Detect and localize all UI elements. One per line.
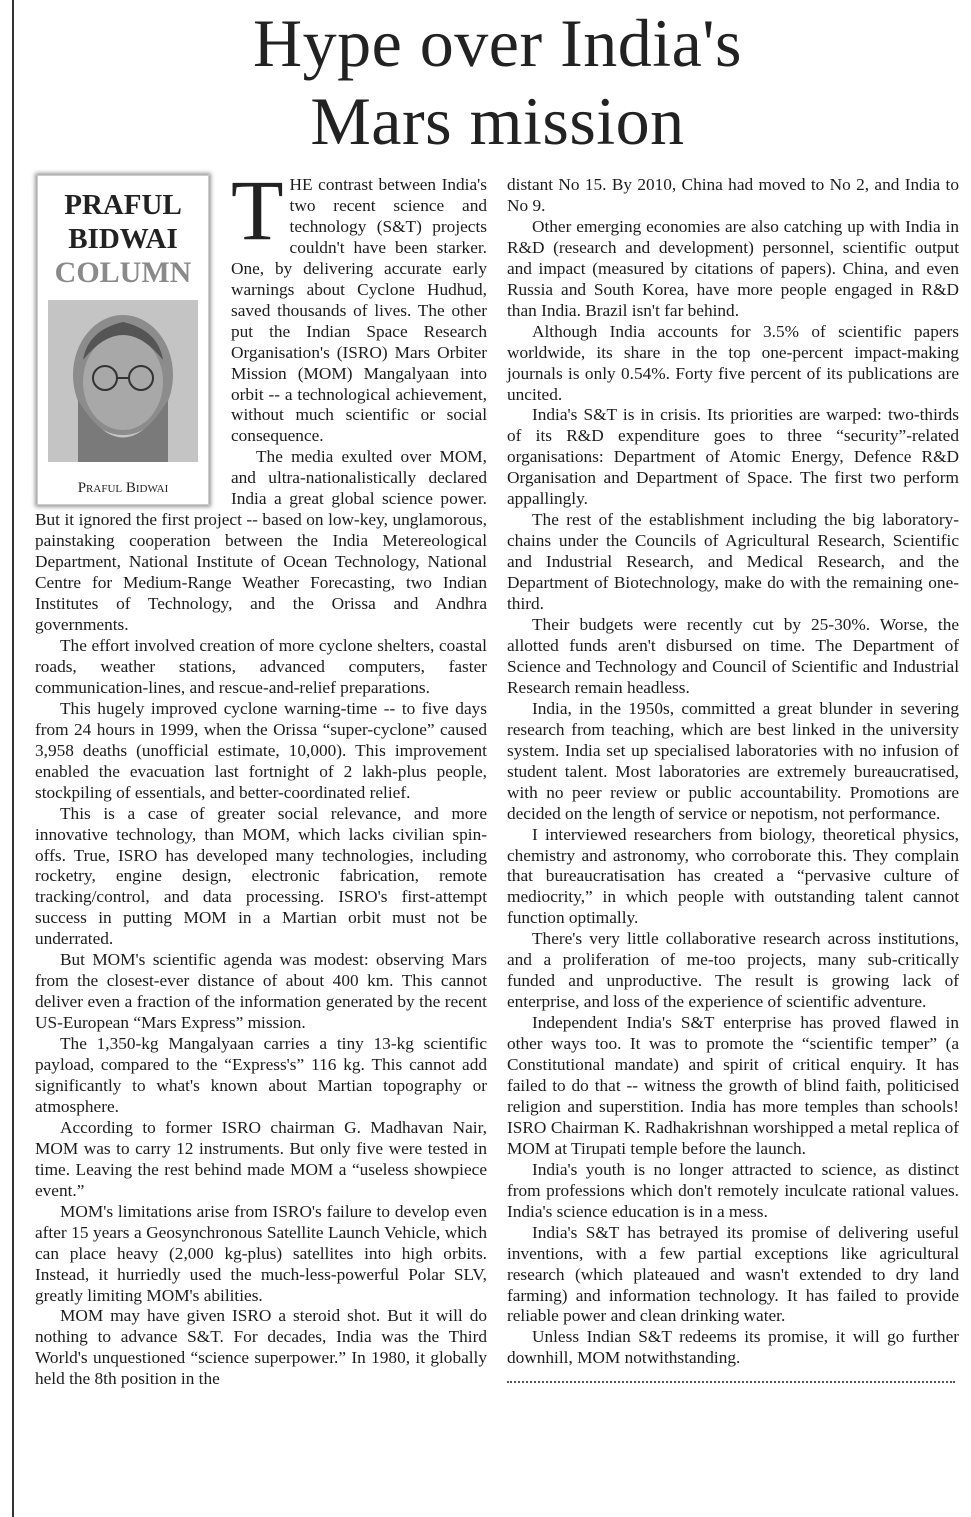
paragraph: The rest of the establishment including the big laboratory-chains under the Councils of Agricultural Research, Scientific and Industrial Research, and Medical Research, and the Department of Biotechnology, make do with the remaining one-third.	[507, 510, 959, 614]
paragraph: The media exulted over MOM, and ultra-nationalistically declared India a great global science power. But it ignored the first project -- based on low-key, unglamorous, painstaking cooperation between the India Metereological Department, National Institute of Ocean Technology, National Centre for Medium-Range Weather Forecasting, two Indian Institutes of Technology, and the Orissa and Andhra governments.	[35, 447, 487, 635]
article-column-left	[35, 162, 487, 1390]
article-column-right	[507, 175, 959, 1383]
paragraph: India, in the 1950s, committed a great blunder in severing research from teaching, which are best linked in the university system. India set up specialised laboratories with no infusion of student talent. Most laboratories are extremely bureaucratised, with no peer review or public accountability. Promotions are decided on the length of service or nepotism, not performance.	[507, 698, 959, 823]
paragraph: This hugely improved cyclone warning-time -- to five days from 24 hours in 1999, when the Orissa “super-cyclone” caused 3,958 deaths (unofficial estimate, 10,000). This improvement enabled the evacuation last fortnight of 2 lakh-plus people, stockpiling of essentials, and better-coordinated relief.	[35, 698, 487, 802]
paragraph: Other emerging economies are also catching up with India in R&D (research and development) personnel, scientific output and impact (measured by citations of papers). China, and even Russia and South Korea, have more people engaged in R&D than India. Brazil isn't far behind.	[507, 216, 959, 320]
paragraph: India's S&T has betrayed its promise of delivering useful inventions, with a few partial exceptions like agricultural research (which plateaued and wasn't extended to dry land farming) and information technology. It has failed to provide reliable power and clean drinking water.	[507, 1222, 959, 1326]
columnist-box	[37, 175, 209, 505]
paragraph: The effort involved creation of more cyclone shelters, coastal roads, weather stations, advanced computers, faster communication-lines, and rescue-and-relief preparations.	[35, 635, 487, 697]
paragraph: distant No 15. By 2010, China had moved to No 2, and India to No 9.	[507, 175, 959, 215]
paragraph: MOM may have given ISRO a steroid shot. But it will do nothing to advance S&T. For decades, India was the Third World's unquestioned “science superpower.” In 1980, it globally held the 8th position in the	[35, 1306, 487, 1389]
paragraph: Independent India's S&T enterprise has proved flawed in other ways too. It was to promote the “scientific temper” (a Constitutional mandate) and spirit of critical enquiry. It has failed to do that -- witness the growth of blind faith, politicised religion and superstition. India has more temples than schools! ISRO Chairman K. Radhakrishnan worshipped a metal replica of MOM at Tirupati temple before the launch.	[507, 1013, 959, 1158]
photo-caption: Praful Bidwai	[77, 480, 169, 496]
page-border-rule	[12, 0, 14, 1517]
paragraph: But MOM's scientific agenda was modest: observing Mars from the closest-ever distance of about 400 km. This cannot deliver even a fraction of the information generated by the recent US-European “Mars Express” mission.	[35, 950, 487, 1033]
paragraph: According to former ISRO chairman G. Madhavan Nair, MOM was to carry 12 instruments. But only five were tested in time. Leaving the rest behind made MOM a “useless showpiece event.”	[35, 1117, 487, 1200]
paragraph: The 1,350-kg Mangalyaan carries a tiny 13-kg scientific payload, compared to the “Express's” 116 kg. This cannot add significantly to what's known about Martian topography or atmosphere.	[35, 1034, 487, 1116]
paragraph: I interviewed researchers from biology, theoretical physics, chemistry and astronomy, who corroborate this. They complain that bureaucratisation has created a “pervasive culture of mediocrity,” in which people with outstanding talent cannot function optimally.	[507, 824, 959, 928]
paragraph: Unless Indian S&T redeems its promise, it will go further downhill, MOM notwithstanding.	[507, 1327, 959, 1368]
columnist-name-line-1: PRAFUL	[64, 189, 182, 221]
columnist-photo	[48, 300, 198, 462]
paragraph: India's S&T is in crisis. Its priorities are warped: two-thirds of its R&D expenditure goes to three “security”-related organisations: Department of Atomic Energy, Defence R&D Organisation and Department of Space. The first two perform appallingly.	[507, 405, 959, 509]
column-label: COLUMN	[54, 256, 192, 289]
paragraph: There's very little collaborative research across institutions, and a proliferation of me-too projects, many sub-critically funded and unproductive. The result is growing lack of enterprise, and loss of the experience of scientific adventure.	[507, 929, 959, 1012]
drop-cap: T	[231, 162, 284, 258]
end-divider	[507, 1381, 955, 1383]
paragraph: Their budgets were recently cut by 25-30%. Worse, the allotted funds aren't disbursed on time. The Department of Science and Technology and Council of Scientific and Industrial Research remain headless.	[507, 615, 959, 697]
paragraph: Although India accounts for 3.5% of scientific papers worldwide, its share in the top one-percent impact-making journals is only 0.54%. Forty five percent of its publications are uncited.	[507, 321, 959, 404]
columnist-name-line-2: BIDWAI	[68, 223, 178, 255]
paragraph: This is a case of greater social relevance, and more innovative technology, than MOM, which lacks civilian spin-offs. True, ISRO has developed many technologies, including rocketry, engine design, electronic fabrication, remote tracking/control, and data processing. ISRO's first-attempt success in putting MOM in a Martian orbit must not be underrated.	[35, 803, 487, 949]
headline-line-1: Hype over India's	[252, 5, 743, 81]
paragraph: MOM's limitations arise from ISRO's failure to develop even after 15 years a Geosynchronous Satellite Launch Vehicle, which can place heavy (2,000 kg-plus) satellites into high orbits. Instead, it hurriedly used the much-less-powerful Polar SLV, greatly limiting MOM's abilities.	[35, 1201, 487, 1305]
headline-line-2: Mars mission	[310, 83, 685, 159]
paragraph: India's youth is no longer attracted to science, as distinct from professions which don't remotely inculcate rational values. India's science education is in a mess.	[507, 1159, 959, 1221]
paragraph: HE contrast between India's two recent science and technology (S&T) projects couldn't have been starker. One, by delivering accurate early warnings about Cyclone Hudhud, saved thousands of lives. The other put the Indian Space Research Organisation's (ISRO) Mars Orbiter Mission (MOM) Mangalyaan into orbit -- a technological achievement, without much scientific or social consequence.	[231, 175, 487, 446]
headline	[40, 4, 955, 160]
